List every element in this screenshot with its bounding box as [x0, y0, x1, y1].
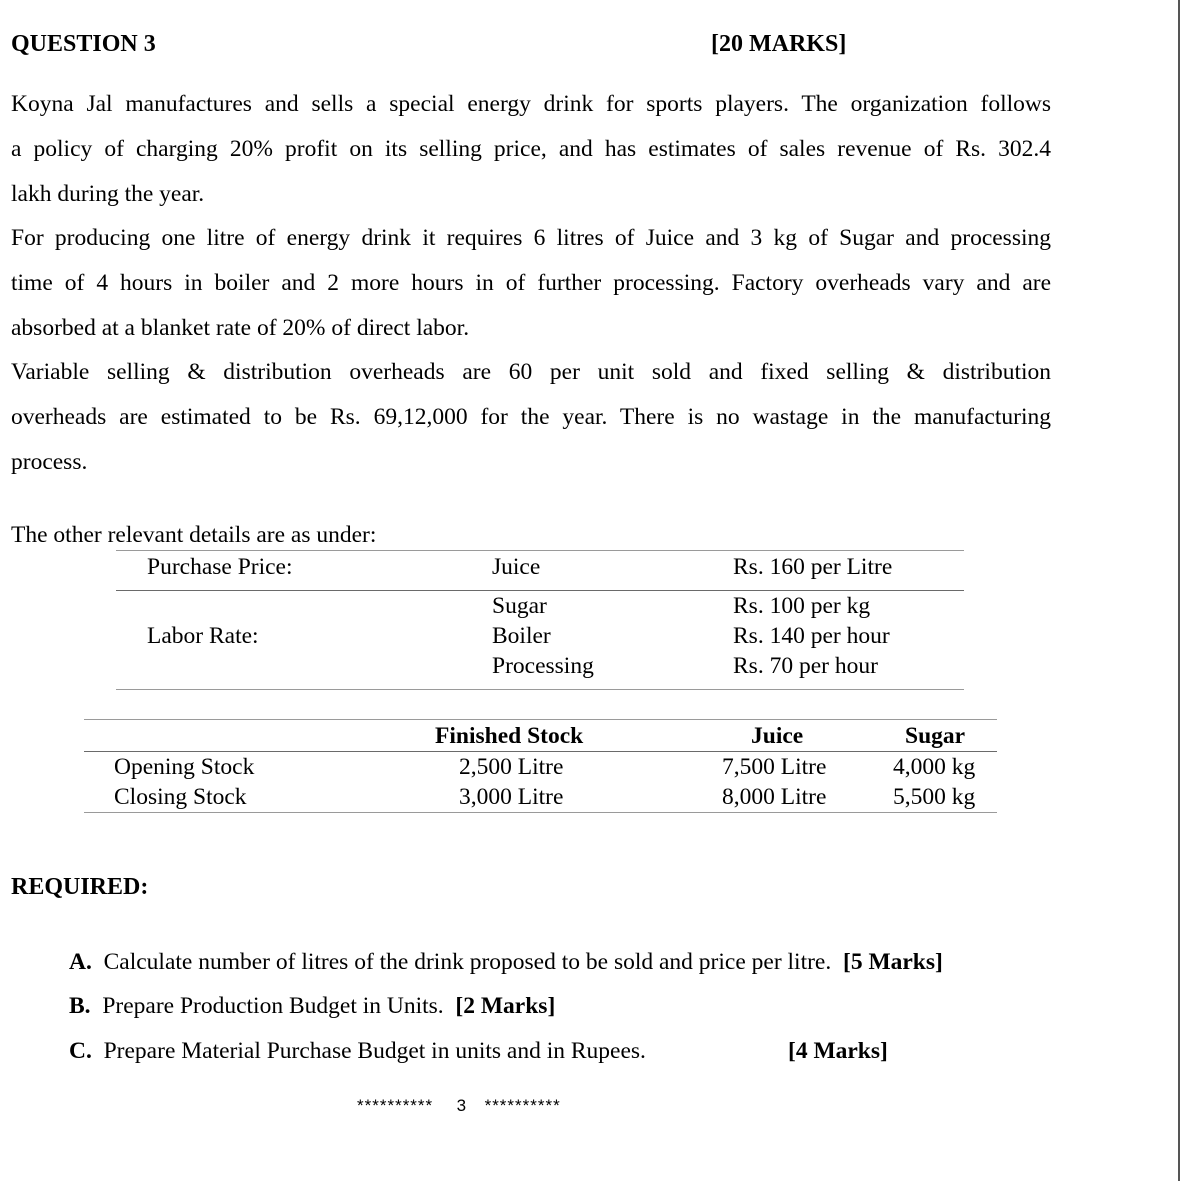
item-letter: C. — [69, 1038, 92, 1064]
paragraph-line: Variable selling & distribution overheads are 60 per unit sold and fixed selling & distribution — [11, 359, 1051, 385]
required-item-c — [69, 1038, 646, 1065]
table-rule — [116, 550, 964, 551]
page-edge-rule — [1178, 0, 1180, 1181]
required-heading: REQUIRED: — [11, 874, 149, 900]
column-header: Juice — [751, 723, 804, 749]
question-marks: [20 MARKS] — [711, 31, 847, 57]
item-letter: A. — [69, 949, 92, 975]
table-rule — [84, 719, 997, 720]
table-cell: 3,000 Litre — [459, 784, 564, 810]
table-rule — [84, 812, 997, 813]
rate-value: Rs. 100 per kg — [733, 593, 871, 619]
row-label: Opening Stock — [114, 754, 255, 780]
item-text: Calculate number of litres of the drink proposed to be sold and price per litre. — [103, 949, 832, 975]
rate-item: Boiler — [492, 623, 551, 649]
footer-stars-left: ********** — [357, 1096, 434, 1115]
details-intro: The other relevant details are as under: — [11, 522, 377, 548]
required-item-b — [69, 993, 555, 1020]
table-cell: 8,000 Litre — [722, 784, 827, 810]
table-rule — [116, 689, 964, 690]
rate-value: Rs. 140 per hour — [733, 623, 890, 649]
paragraph-overheads — [11, 350, 1051, 485]
table-cell: 2,500 Litre — [459, 754, 564, 780]
paragraph-production — [11, 216, 1051, 351]
question-title: QUESTION 3 — [11, 31, 156, 57]
row-label: Closing Stock — [114, 784, 247, 810]
page-footer — [357, 1096, 561, 1116]
paragraph-line: time of 4 hours in boiler and 2 more hours in of further processing. Factory overheads vary and are — [11, 270, 1051, 296]
footer-stars-right: ********** — [484, 1096, 561, 1115]
rate-value: Rs. 160 per Litre — [733, 554, 893, 580]
column-header: Sugar — [905, 723, 966, 749]
item-marks: [5 Marks] — [843, 949, 943, 975]
required-item-a — [69, 949, 943, 976]
item-marks: [2 Marks] — [455, 993, 556, 1019]
item-text: Prepare Material Purchase Budget in units and in Rupees. — [103, 1038, 646, 1064]
rate-item: Sugar — [492, 593, 547, 619]
table-cell: 4,000 kg — [893, 754, 976, 780]
paragraph-line: lakh during the year. — [11, 181, 205, 207]
table-cell: 7,500 Litre — [722, 754, 827, 780]
paragraph-line: Koyna Jal manufactures and sells a special energy drink for sports players. The organization follows — [11, 91, 1051, 117]
paragraph-line: For producing one litre of energy drink it requires 6 litres of Juice and 3 kg of Sugar and processing — [11, 225, 1051, 251]
paragraph-line: process. — [11, 449, 88, 475]
item-letter: B. — [69, 993, 91, 1019]
page-number: 3 — [456, 1096, 468, 1115]
rate-value: Rs. 70 per hour — [733, 653, 878, 679]
column-header: Finished Stock — [435, 723, 584, 749]
paragraph-line: overheads are estimated to be Rs. 69,12,000 for the year. There is no wastage in the manufacturing — [11, 404, 1051, 430]
paragraph-line: a policy of charging 20% profit on its selling price, and has estimates of sales revenue of Rs. 302.4 — [11, 136, 1051, 162]
rate-item: Processing — [492, 653, 594, 679]
item-text: Prepare Production Budget in Units. — [102, 993, 444, 1019]
table-cell: 5,500 kg — [893, 784, 976, 810]
table-rule — [116, 590, 964, 591]
rate-item: Juice — [492, 554, 541, 580]
item-marks: [4 Marks] — [788, 1038, 888, 1064]
paragraph-line: absorbed at a blanket rate of 20% of direct labor. — [11, 315, 470, 341]
table-rule — [84, 751, 997, 752]
paragraph-intro — [11, 82, 1051, 217]
labor-rate-label: Labor Rate: — [147, 623, 259, 649]
purchase-price-label: Purchase Price: — [147, 554, 293, 580]
